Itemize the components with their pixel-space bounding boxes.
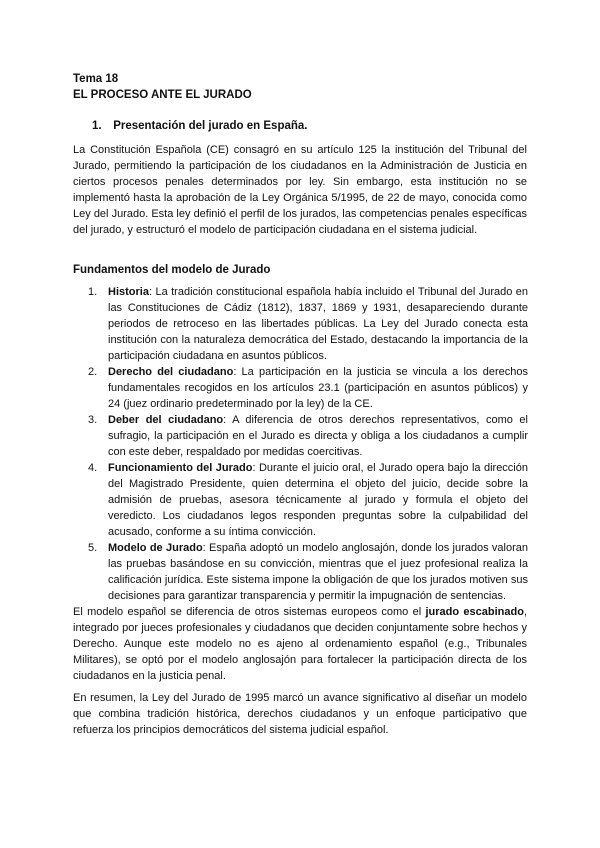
list-item-text: : La tradición constitucional española había incluido el Tribunal del Jurado en las Constituciones de Cádiz (1812), 1837, 1869 y 1931, desapareciendo durante periodos de retroceso en las libertades públicas. La Ley del Jurado conecta esta institución con la naturaleza democrática del Estado, destacando la importancia de la participación ciudadana en asuntos públicos.: [108, 286, 528, 362]
document-title: EL PROCESO ANTE EL JURADO: [73, 89, 252, 101]
list-item: [88, 460, 528, 540]
list-item-text: : Durante el juicio oral, el Jurado opera bajo la dirección del Magistrado Presidente, quien determina el objeto del juicio, decide sobre la admisión de pruebas, asesora técnicamente al jurado y formula el objeto del veredicto. Los ciudadanos legos responden preguntas sobre la culpabilidad del acusado, conforme a su íntima convicción.: [108, 462, 528, 538]
list-item: [88, 284, 528, 364]
list-item-number: 2.: [88, 366, 98, 378]
list-item: [88, 540, 528, 604]
tema-label: Tema 18: [73, 73, 119, 85]
list-item-number: 1.: [88, 286, 98, 298]
escabinado-term: jurado escabinado: [425, 606, 524, 618]
list-item-number: 4.: [88, 462, 98, 474]
list-item: [88, 412, 528, 460]
escabinado-text-before: El modelo español se diferencia de otros sistemas europeos como el: [73, 606, 426, 618]
list-item-term: Historia: [108, 286, 149, 298]
list-item-term: Funcionamiento del Jurado: [108, 462, 253, 474]
section-heading: [92, 118, 308, 134]
list-item-text: : España adoptó un modelo anglosajón, donde los jurados valoran las pruebas basándose en su convicción, mientras que el juez profesional realiza la calificación jurídica. Este sistema impone la obligación de que los jurados motiven sus decisiones para garantizar transparencia y permitir la impugnación de sentencias.: [108, 542, 529, 602]
list-item-text: : La participación en la justicia se vincula a los derechos fundamentales recogidos en los artículos 23.1 (participación en asuntos públicos) y 24 (juez ordinario predeterminado por la ley) de la CE.: [108, 366, 528, 410]
list-item-number: 5.: [88, 542, 98, 554]
list-item: [88, 364, 528, 412]
escabinado-paragraph: [73, 604, 527, 684]
section-number: 1.: [92, 120, 102, 132]
list-item-text: : A diferencia de otros derechos representativos, como el sufragio, la participación en el Jurado es directa y obliga a los ciudadanos a cumplir con este deber, respaldado por medidas coercitivas.: [108, 414, 528, 458]
document-header: [73, 71, 252, 103]
escabinado-text-after: , integrado por jueces profesionales y ciudadanos que deciden conjuntamente sobre hechos y Derecho. Aunque este modelo no es ajeno al ordenamiento español (e.g., Tribunales Militares), se optó por el modelo anglosajón para fortalecer la participación directa de los ciudadanos en la justicia penal.: [73, 606, 527, 682]
intro-paragraph: La Constitución Española (CE) consagró en su artículo 125 la institución del Tribunal del Jurado, permitiendo la participación de los ciudadanos en la Administración de Justicia en ciertos procesos penales determinados por ley. Sin embargo, esta institución no se implementó hasta la aprobación de la Ley Orgánica 5/1995, de 22 de mayo, conocida como Ley del Jurado. Esta ley definió el perfil de los jurados, las competencias penales específicas del jurado, y estructuró el modelo de participación ciudadana en el sistema judicial.: [73, 144, 527, 236]
resumen-paragraph: En resumen, la Ley del Jurado de 1995 marcó un avance significativo al diseñar un modelo que combina tradición histórica, derechos ciudadanos y un enfoque participativo que refuerza los principios democráticos del sistema judicial español.: [73, 692, 527, 736]
fundamentos-heading: Fundamentos del modelo de Jurado: [73, 264, 271, 276]
list-item-term: Modelo de Jurado: [108, 542, 203, 554]
list-item-number: 3.: [88, 414, 98, 426]
list-item-term: Deber del ciudadano: [108, 414, 224, 426]
fundamentos-list: [88, 284, 528, 604]
section-title: Presentación del jurado en España.: [113, 120, 308, 132]
list-item-term: Derecho del ciudadano: [108, 366, 234, 378]
